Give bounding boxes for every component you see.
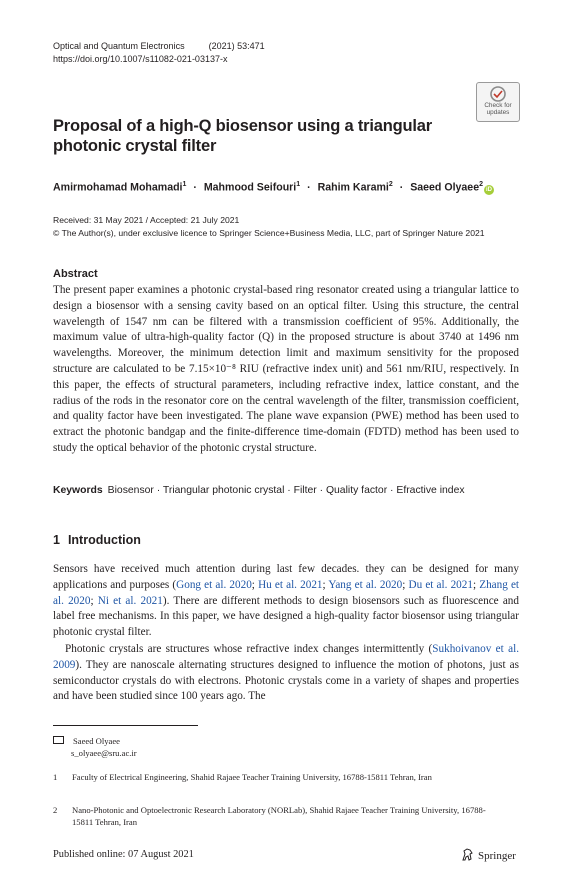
author-affiliation: 2 bbox=[388, 181, 393, 188]
citation-link[interactable]: Hu et al. 2021 bbox=[258, 578, 323, 591]
published-online-date: Published online: 07 August 2021 bbox=[53, 849, 194, 860]
keywords-label: Keywords bbox=[53, 485, 103, 496]
citation-link[interactable]: Ni et al. 2021 bbox=[97, 594, 163, 607]
badge-line-1: Check for bbox=[484, 102, 512, 109]
corresponding-author bbox=[53, 735, 137, 759]
publisher-name: Springer bbox=[478, 850, 516, 862]
publisher-logo[interactable] bbox=[461, 848, 516, 862]
author-affiliation: 2 bbox=[479, 181, 483, 188]
paragraph-text: ; bbox=[251, 578, 259, 591]
author-separator: · bbox=[399, 181, 404, 194]
intro-paragraph-1 bbox=[53, 562, 519, 641]
journal-name: Optical and Quantum Electronics bbox=[53, 41, 185, 51]
orcid-icon[interactable]: iD bbox=[486, 186, 492, 193]
author-affiliation: 1 bbox=[296, 181, 301, 188]
section-heading bbox=[53, 533, 141, 547]
abstract-text: The present paper examines a photonic crystal-based ring resonator created using a triangular lattice to design a biosensor with a sensing cavity based on an optical filter. Using this structure, the central wavelength of 1547 nm can be filtered with a transmission coefficient of 95%. Additionally, the maximum value of ultra-high-quality factor (Q) in the proposed structure is about 3740 at 1496 nm wavelengths. Moreover, the minimum detection limit and maximum sensitivity for the proposed structure are calculated to be 7.15×10⁻⁸ RIU (refractive index unit) and 561 nm/RIU, respectively. In this paper, the effects of structural parameters, including refractive index, lattice constant, and the radius of the rods in the resonator core on the central wavelength of the filter, transmission coefficient, and quality factor have been investigated. The plane wave expansion (PWE) method has been used to extract the photonic bandgap and the finite-difference time-domain (FDTD) method has been used to study the optical behavior of the photonic crystal structure. bbox=[53, 284, 519, 454]
check-updates-icon bbox=[489, 86, 507, 102]
author-name[interactable]: Amirmohamad Mohamadi bbox=[53, 181, 183, 194]
paper-title: Proposal of a high-Q biosensor using a triangular photonic crystal filter bbox=[53, 117, 432, 155]
affiliation-number: 1 bbox=[53, 772, 58, 782]
paragraph-text: ). There are different methods to design biosensors such as fluorescence and label free mechanisms. In this paper, we have designed a high-quality factor biosensor using triangular photonic crystal filter. bbox=[53, 594, 519, 639]
author-separator: · bbox=[193, 181, 197, 194]
paragraph-text: ; bbox=[322, 578, 329, 591]
author-name[interactable]: Saeed Olyaee bbox=[410, 181, 480, 194]
journal-header bbox=[53, 40, 265, 53]
copyright-notice: © The Author(s), under exclusive licence to Springer Science+Business Media, LLC, part of Springer Nature 2021 bbox=[53, 228, 485, 238]
section-title: Introduction bbox=[67, 533, 141, 547]
envelope-icon bbox=[53, 736, 64, 744]
affiliation-text: Faculty of Electrical Engineering, Shahid Rajaee Teacher Training University, 16788-15811 Tehran, Iran bbox=[72, 772, 432, 782]
journal-volume: (2021) 53:471 bbox=[208, 41, 265, 51]
received-accepted-dates: Received: 31 May 2021 / Accepted: 21 July 2021 bbox=[53, 215, 240, 225]
author-list bbox=[53, 178, 494, 195]
contact-name: Saeed Olyaee bbox=[73, 736, 121, 746]
affiliation-2 bbox=[53, 804, 493, 828]
author-separator: · bbox=[307, 181, 311, 194]
paragraph-text: Sensors have received much attention during last few decades. they can be designed for many applications and purposes ( bbox=[53, 563, 519, 591]
keywords bbox=[53, 484, 523, 498]
citation-link[interactable]: Gong et al. 2020 bbox=[176, 578, 252, 591]
footnote-divider bbox=[53, 725, 198, 726]
abstract-heading: Abstract bbox=[53, 268, 98, 280]
citation-link[interactable]: Zhang et al. 2020 bbox=[53, 578, 520, 607]
badge-line-2: updates bbox=[486, 109, 510, 116]
paragraph-text: ; bbox=[472, 578, 480, 591]
check-for-updates-badge[interactable] bbox=[476, 82, 520, 122]
citation-link[interactable]: Yang et al. 2020 bbox=[328, 578, 403, 591]
paragraph-text: ; bbox=[90, 594, 98, 607]
affiliation-text: Nano-Photonic and Optoelectronic Research Laboratory (NORLab), Shahid Rajaee Teacher Training University, 16788-15811 Tehran, Iran bbox=[72, 805, 486, 827]
keywords-list: Biosensor · Triangular photonic crystal · Filter · Quality factor · Efractive index bbox=[107, 485, 465, 496]
author-affiliation: 1 bbox=[182, 181, 187, 188]
contact-email[interactable]: s_olyaee@sru.ac.ir bbox=[71, 748, 137, 758]
paragraph-text: Photonic crystals are structures whose refractive index changes intermittently ( bbox=[65, 643, 433, 655]
citation-link[interactable]: Sukhoivanov et al. 2009 bbox=[53, 643, 519, 671]
citation-link[interactable]: Du et al. 2021 bbox=[408, 578, 473, 591]
affiliation-1 bbox=[53, 771, 493, 783]
paragraph-text: ; bbox=[402, 578, 409, 591]
doi-link[interactable]: https://doi.org/10.1007/s11082-021-03137-x bbox=[53, 54, 228, 64]
author-name[interactable]: Rahim Karami bbox=[317, 181, 389, 194]
section-number: 1 bbox=[53, 533, 60, 547]
author-name[interactable]: Mahmood Seifouri bbox=[203, 181, 297, 194]
intro-paragraph-2 bbox=[53, 642, 519, 705]
paragraph-text: ). They are nanoscale alternating structures designed to influence the motion of photons, just as semiconductor crystals do with electrons. Photonic crystals come in a variety of shapes and properties and have been studied since 100 years ago. The bbox=[53, 658, 519, 703]
affiliation-number: 2 bbox=[53, 805, 58, 815]
springer-horse-icon bbox=[461, 848, 474, 861]
